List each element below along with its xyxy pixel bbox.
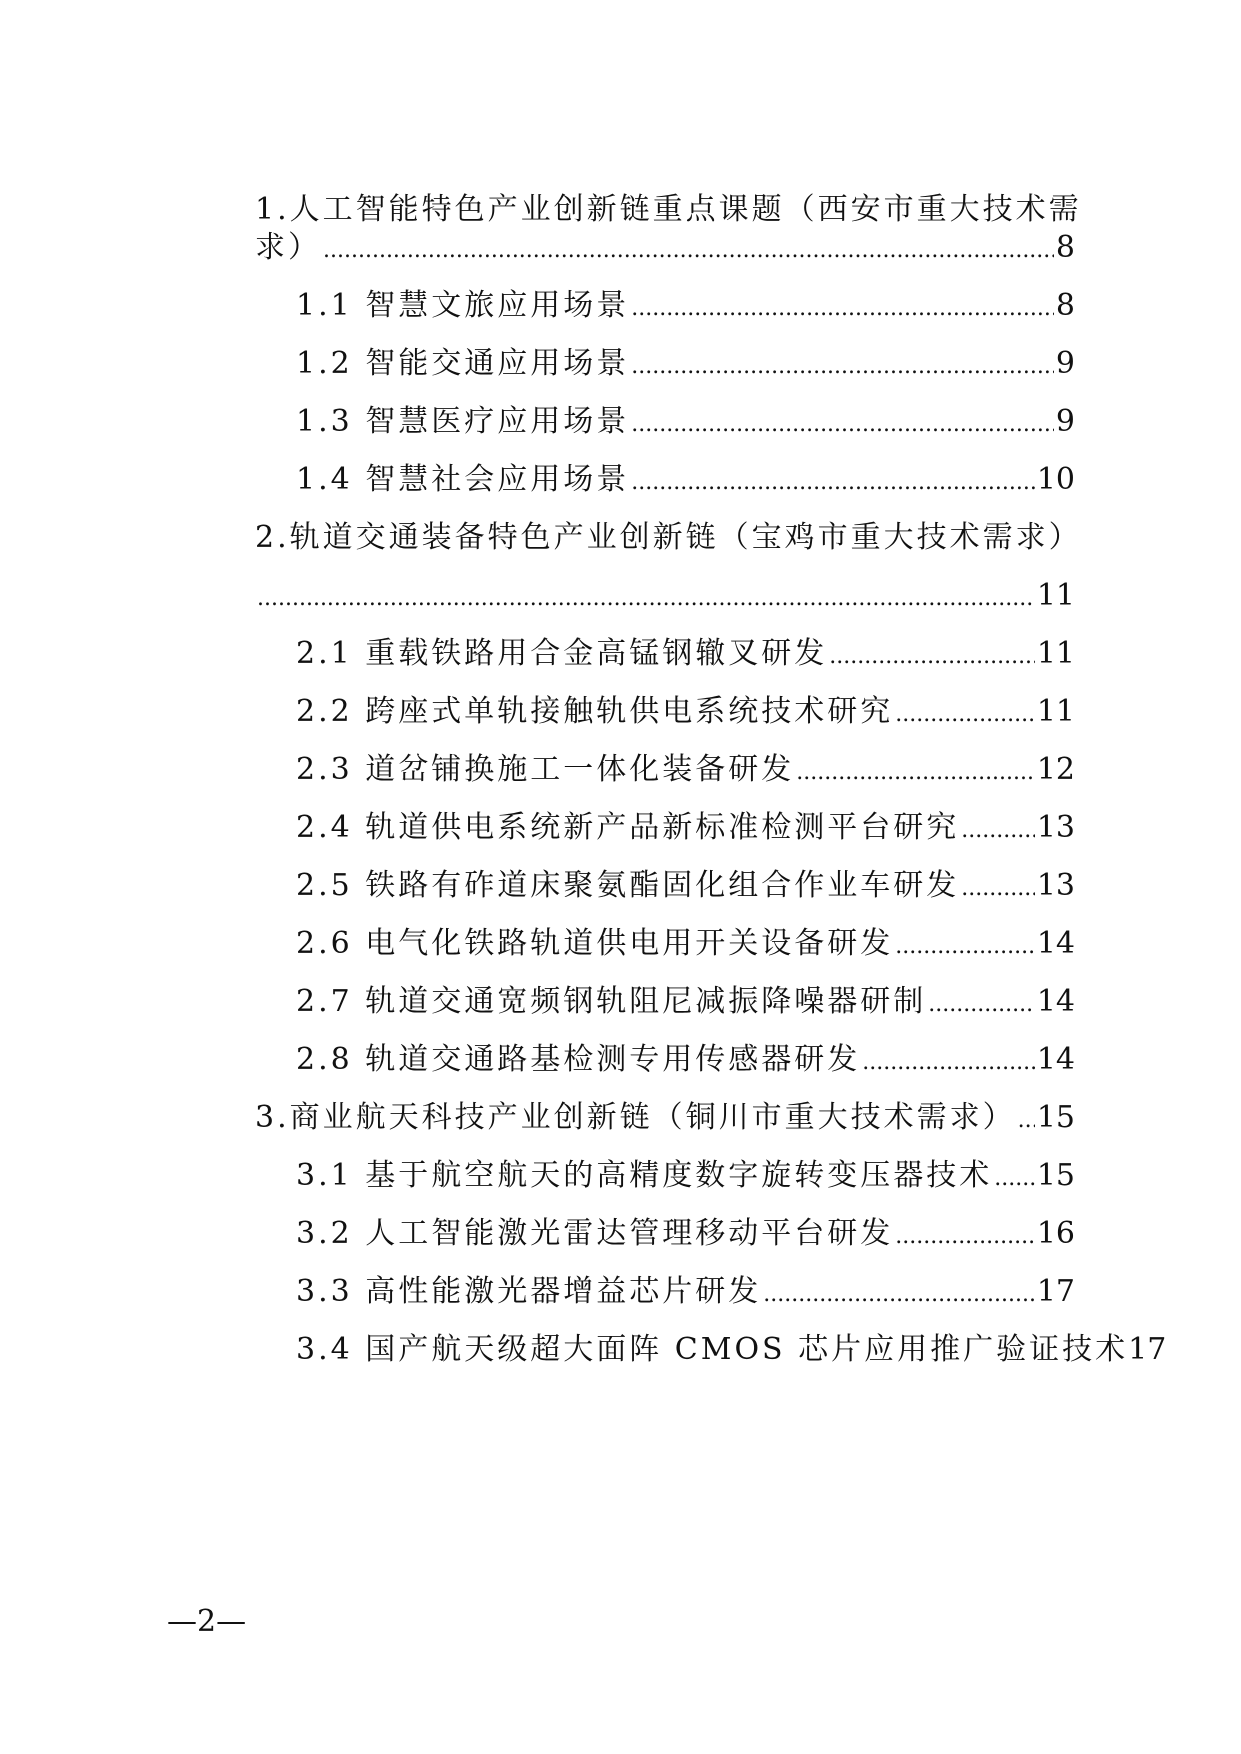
toc-label: 2.3 道岔铺换施工一体化装备研发 (296, 752, 795, 787)
toc-label: 3.3 高性能激光器增益芯片研发 (296, 1274, 762, 1309)
toc-entry-3[interactable] (255, 1098, 1075, 1141)
toc-label: 1.4 智慧社会应用场景 (296, 462, 630, 497)
toc-page-number: 14 (1036, 926, 1075, 961)
leader-dots (961, 869, 1035, 909)
toc-entry-1-2[interactable] (296, 344, 1075, 387)
toc-label: 3.商业航天科技产业创新链（铜川市重大技术需求） (255, 1100, 1016, 1135)
leader-dots (631, 289, 1054, 329)
toc-label: 2.2 跨座式单轨接触轨供电系统技术研究 (296, 694, 894, 729)
toc-page-number: 8 (1055, 230, 1075, 265)
leader-dots (961, 811, 1035, 851)
toc-page-number: 13 (1036, 810, 1075, 845)
toc-label: 2.8 轨道交通路基检测专用传感器研发 (296, 1042, 861, 1077)
toc-entry-1-4[interactable] (296, 460, 1075, 503)
toc-label: 1.1 智慧文旅应用场景 (296, 288, 630, 323)
toc-label: 2.5 铁路有砟道床聚氨酯固化组合作业车研发 (296, 868, 960, 903)
leader-dots (895, 1217, 1035, 1257)
toc-page-number: 8 (1055, 288, 1075, 323)
toc-page-number: 9 (1055, 346, 1075, 381)
toc-entry-3-3[interactable] (296, 1272, 1075, 1315)
toc-page-number: 12 (1036, 752, 1075, 787)
leader-dots (829, 637, 1035, 677)
toc-page-number: 14 (1036, 984, 1075, 1019)
toc-entry-3-1[interactable] (296, 1156, 1075, 1199)
toc-label: 3.4 国产航天级超大面阵 CMOS 芯片应用推广验证技术 (296, 1332, 1129, 1367)
leader-dots (895, 695, 1035, 735)
toc-entry-2-8[interactable] (296, 1040, 1075, 1083)
toc-label: 2.6 电气化铁路轨道供电用开关设备研发 (296, 926, 894, 961)
toc-page-number: 17 (1128, 1332, 1167, 1367)
leader-dots (895, 927, 1035, 967)
leader-dots (862, 1043, 1035, 1083)
toc-entry-2-2[interactable] (296, 692, 1075, 735)
toc-page-number: 10 (1036, 462, 1075, 497)
toc-entry-3-2[interactable] (296, 1214, 1075, 1257)
toc-page-number: 14 (1036, 1042, 1075, 1077)
toc-page-number: 17 (1036, 1274, 1075, 1309)
toc-page-number: 11 (1036, 578, 1075, 613)
toc-entry-1-line1: 1.人工智能特色产业创新链重点课题（西安市重大技术需 (255, 192, 1082, 227)
leader-dots (323, 231, 1054, 271)
toc-label: 2.1 重载铁路用合金高锰钢辙叉研发 (296, 636, 828, 671)
toc-page-number: 16 (1036, 1216, 1075, 1251)
toc-entry-2-3[interactable] (296, 750, 1075, 793)
toc-page-number: 13 (1036, 868, 1075, 903)
toc-entry-2-6[interactable] (296, 924, 1075, 967)
leader-dots (994, 1159, 1035, 1199)
toc-entry-2-1[interactable] (296, 634, 1075, 677)
toc-entry-2-line1: 2.轨道交通装备特色产业创新链（宝鸡市重大技术需求） (255, 520, 1082, 555)
toc-label: 2.4 轨道供电系统新产品新标准检测平台研究 (296, 810, 960, 845)
toc-entry-2[interactable] (255, 576, 1075, 619)
leader-dots (631, 347, 1054, 387)
toc-entry-1-3[interactable] (296, 402, 1075, 445)
leader-dots (928, 985, 1035, 1025)
leader-dots (257, 579, 1035, 619)
toc-entry-2-7[interactable] (296, 982, 1075, 1025)
toc-label: 求） (255, 230, 321, 265)
toc-page-number: 15 (1036, 1100, 1075, 1135)
leader-dots (796, 753, 1035, 793)
toc-label: 3.1 基于航空航天的高精度数字旋转变压器技术 (296, 1158, 993, 1193)
toc-page-number: 11 (1036, 694, 1075, 729)
toc-label: 2.7 轨道交通宽频钢轨阻尼减振降噪器研制 (296, 984, 927, 1019)
toc-page-number: 9 (1055, 404, 1075, 439)
leader-dots (763, 1275, 1035, 1315)
leader-dots (631, 463, 1035, 503)
toc-label: 1.2 智能交通应用场景 (296, 346, 630, 381)
toc-label: 3.2 人工智能激光雷达管理移动平台研发 (296, 1216, 894, 1251)
toc-entry-1[interactable] (255, 228, 1075, 271)
toc-entry-2-5[interactable] (296, 866, 1075, 909)
toc-entry-3-4[interactable] (296, 1330, 1167, 1370)
toc-entry-1-1[interactable] (296, 286, 1075, 329)
toc-entry-2-4[interactable] (296, 808, 1075, 851)
toc-page-number: 15 (1036, 1158, 1075, 1193)
page-number-footer: —2— (167, 1604, 247, 1639)
toc-label: 1.3 智慧医疗应用场景 (296, 404, 630, 439)
leader-dots (1018, 1101, 1035, 1141)
leader-dots (631, 405, 1054, 445)
toc-page-number: 11 (1036, 636, 1075, 671)
